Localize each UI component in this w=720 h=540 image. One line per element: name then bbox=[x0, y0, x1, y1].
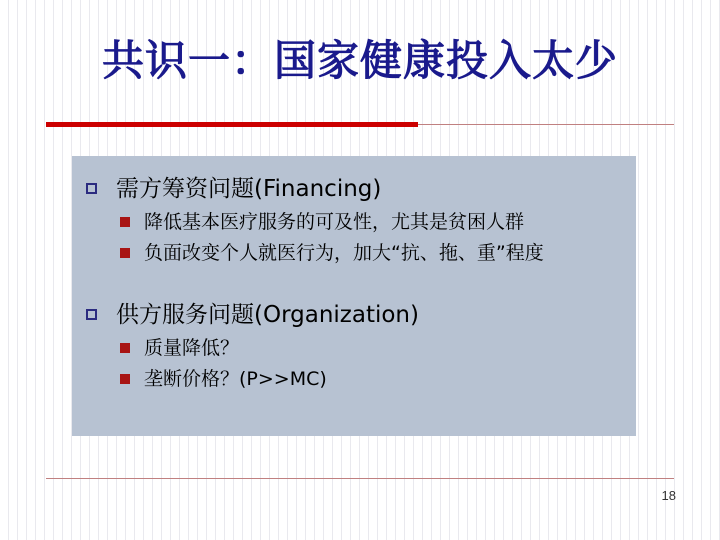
bullet-level2 bbox=[82, 209, 642, 235]
bullet-level1 bbox=[82, 174, 642, 204]
slide-title: 共识一：国家健康投入太少 bbox=[101, 36, 618, 85]
bullet-level2 bbox=[82, 240, 642, 266]
title-divider bbox=[46, 122, 674, 127]
bullet-level1 bbox=[82, 300, 642, 330]
bullet-level2-label: 质量降低？ bbox=[144, 337, 240, 359]
bullet-level2 bbox=[82, 366, 642, 392]
bullet-level2 bbox=[82, 335, 642, 361]
bullet-level2-label: 垄断价格？(P>>MC) bbox=[144, 368, 327, 390]
filled-square-bullet-icon bbox=[120, 217, 130, 227]
filled-square-bullet-icon bbox=[120, 343, 130, 353]
group-spacer bbox=[82, 266, 642, 292]
bullet-level1-label: 需方筹资问题(Financing) bbox=[116, 176, 382, 202]
filled-square-bullet-icon bbox=[120, 374, 130, 384]
bullet-list bbox=[82, 166, 642, 392]
bullet-level1-label: 供方服务问题(Organization) bbox=[116, 302, 419, 328]
bullet-level2-label: 降低基本医疗服务的可及性，尤其是贫困人群 bbox=[144, 211, 525, 233]
hollow-square-bullet-icon bbox=[86, 183, 97, 194]
filled-square-bullet-icon bbox=[120, 248, 130, 258]
bullet-level2-label: 负面改变个人就医行为，加大“抗、拖、重”程度 bbox=[144, 242, 544, 264]
footer-divider bbox=[46, 478, 674, 479]
title-divider-accent-line bbox=[46, 122, 418, 127]
hollow-square-bullet-icon bbox=[86, 309, 97, 320]
page-number: 18 bbox=[661, 488, 676, 503]
